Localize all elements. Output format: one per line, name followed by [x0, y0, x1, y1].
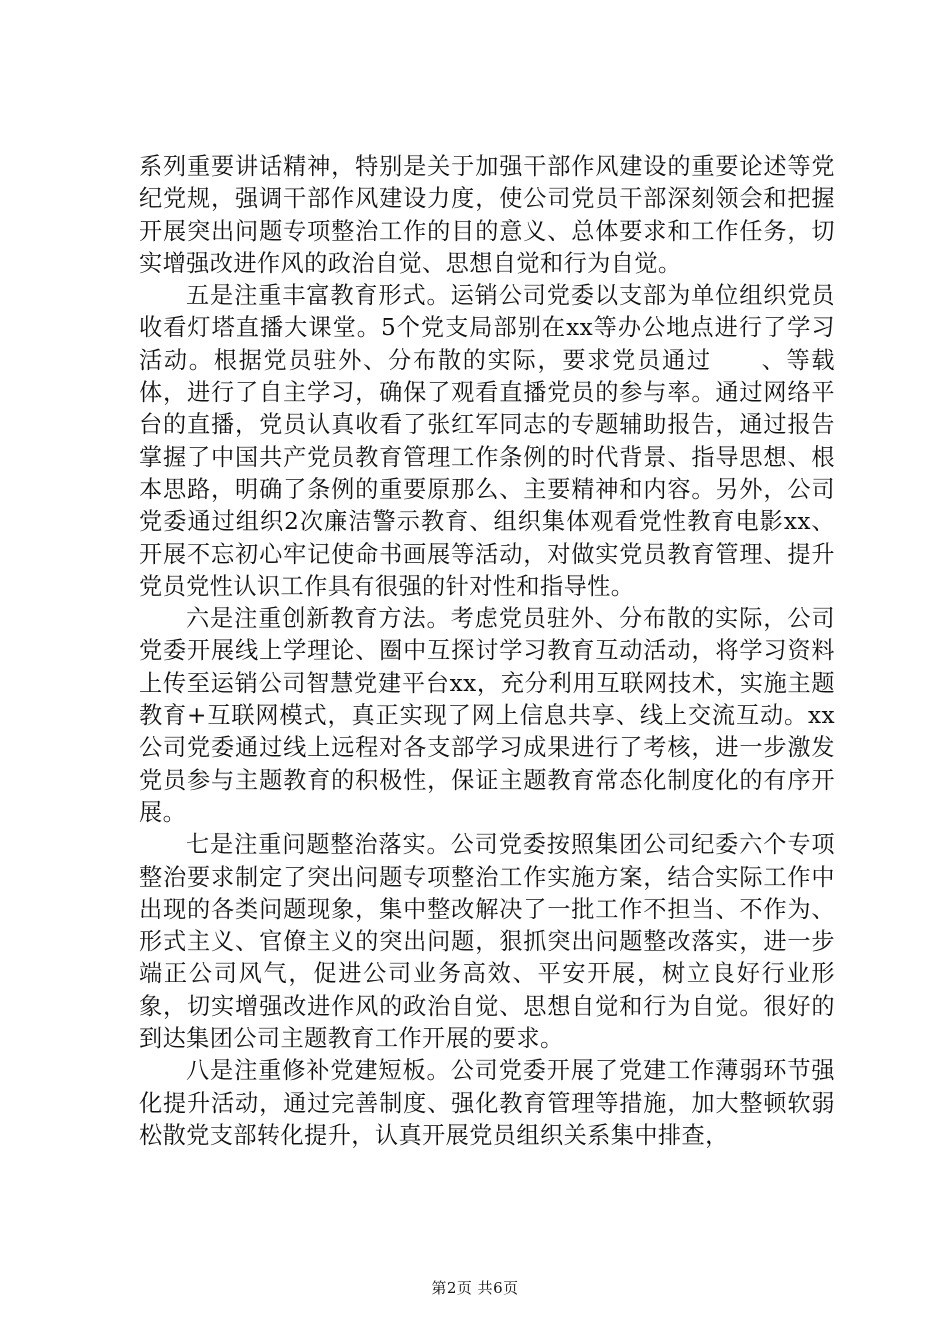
paragraph-5: 八是注重修补党建短板。公司党委开展了党建工作薄弱环节强化提升活动，通过完善制度、强化教育管理等措施，加大整顿软弱松散党支部转化提升，认真开展党员组织关系集中排查，	[139, 1057, 835, 1149]
paragraph-3: 六是注重创新教育方法。考虑党员驻外、分布散的实际，公司党委开展线上学理论、圈中互探讨学习教育互动活动，将学习资料上传至运销公司智慧党建平台xx，充分利用互联网技术，实施主题教育+互联网模式，真正实现了网上信息共享、线上交流互动。xx公司党委通过线上远程对各支部学习成果进行了考核，进一步激发党员参与主题教育的积极性，保证主题教育常态化制度化的有序开展。	[139, 605, 835, 826]
paragraph-4: 七是注重问题整治落实。公司党委按照集团公司纪委六个专项整治要求制定了突出问题专项整治工作实施方案，结合实际工作中出现的各类问题现象，集中整改解决了一批工作不担当、不作为、形式主义、官僚主义的突出问题，狠抓突出问题整改落实，进一步端正公司风气，促进公司业务高效、平安开展，树立良好行业形象，切实增强改进作风的政治自觉、思想自觉和行为自觉。很好的到达集团公司主题教育工作开展的要求。	[139, 831, 835, 1053]
paragraph-2: 五是注重丰富教育形式。运销公司党委以支部为单位组织党员收看灯塔直播大课堂。5个党支局部别在xx等办公地点进行了学习活动。根据党员驻外、分布散的实际，要求党员通过 、等载体，进行了自主学习，确保了观看直播党员的参与率。通过网络平台的直播，党员认真收看了张红军同志的专题辅助报告，通过报告掌握了中国共产党员教育管理工作条例的时代背景、指导思想、根本思路，明确了条例的重要原那么、主要精神和内容。另外，公司党委通过组织2次廉洁警示教育、组织集体观看党性教育电影xx、开展不忘初心牢记使命书画展等活动，对做实党员教育管理、提升党员党性认识工作具有很强的针对性和指导性。	[139, 282, 835, 600]
paragraph-1: 系列重要讲话精神，特别是关于加强干部作风建设的重要论述等党纪党规，强调干部作风建设力度，使公司党员干部深刻领会和把握开展突出问题专项整治工作的目的意义、总体要求和工作任务，切实增强改进作风的政治自觉、思想自觉和行为自觉。	[139, 153, 835, 277]
page-footer: 第2页 共6页	[431, 1279, 519, 1297]
document-body	[139, 151, 835, 1152]
